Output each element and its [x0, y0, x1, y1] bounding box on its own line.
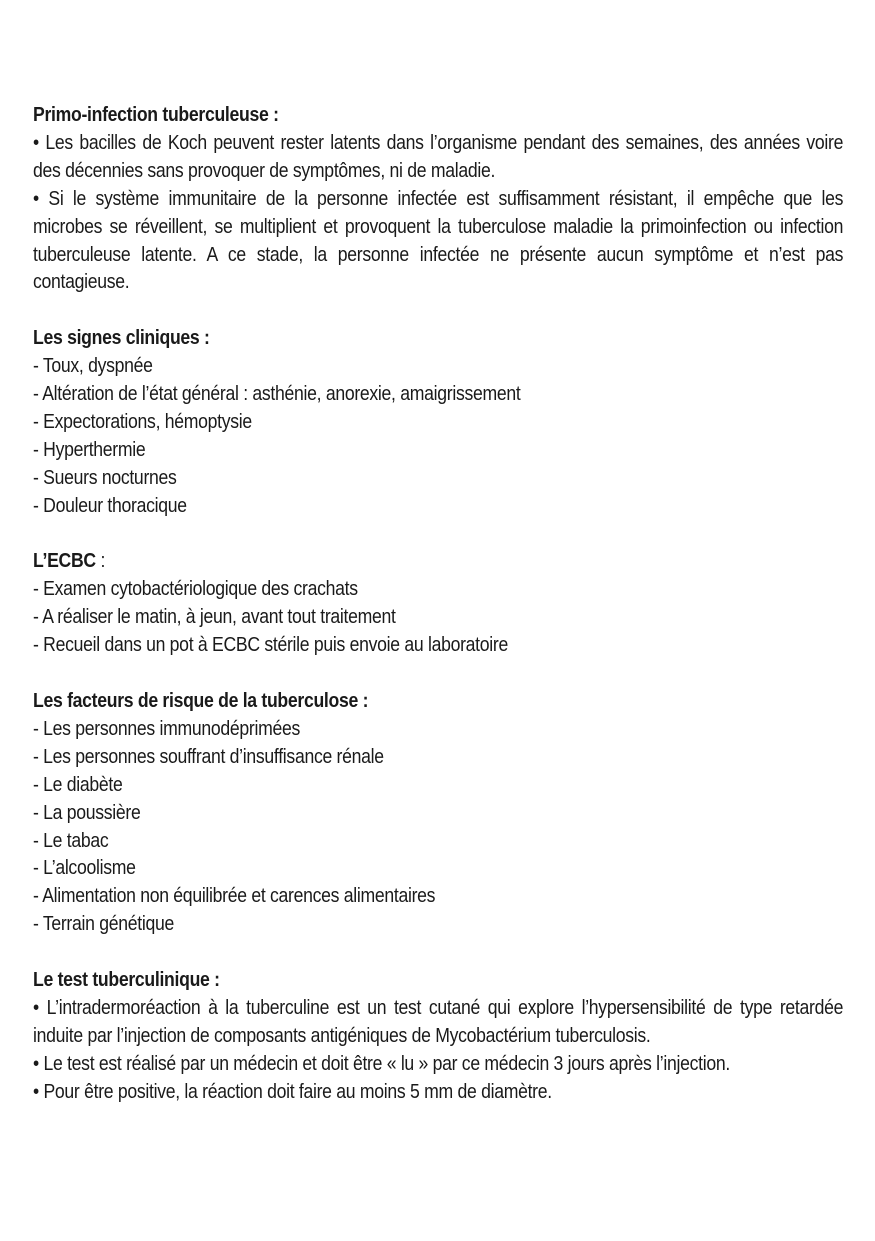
paragraph: • L’intradermoréaction à la tuberculine est un test cutané qui explore l’hypersensibilité de type retardée induite par l’injection de composants antigéniques de Mycobactérium tuberculosis. [33, 995, 844, 1047]
heading-test-tuberculinique: Le test tuberculinique : [33, 968, 220, 992]
list-item: - Toux, dyspnée [33, 354, 153, 378]
list-item: - A réaliser le matin, à jeun, avant tout traitement [33, 605, 396, 629]
list-item: - Expectorations, hémoptysie [33, 409, 252, 433]
section-test-tuberculinique [33, 966, 843, 1106]
paragraph: • Pour être positive, la réaction doit faire au moins 5 mm de diamètre. [33, 1079, 552, 1103]
list-item: - Le diabète [33, 772, 123, 796]
paragraph: • Les bacilles de Koch peuvent rester latents dans l’organisme pendant des semaines, des années voire des décennies sans provoquer de symptômes, ni de maladie. [33, 130, 844, 182]
section-facteurs-risque [33, 687, 843, 938]
list-item: - Sueurs nocturnes [33, 465, 177, 489]
list-item: - Hyperthermie [33, 437, 146, 461]
list-item: - L’alcoolisme [33, 856, 136, 880]
document-page [33, 101, 843, 1106]
heading-primo-infection: Primo-infection tuberculeuse : [33, 103, 279, 126]
heading-ecbc-colon: : [95, 549, 106, 573]
list-item: - Les personnes immunodéprimées [33, 716, 301, 740]
heading-ecbc [33, 547, 843, 575]
heading-signes-cliniques: Les signes cliniques : [33, 326, 210, 350]
section-signes-cliniques [33, 324, 843, 519]
list-item: - Terrain génétique [33, 912, 174, 936]
paragraph: • Si le système immunitaire de la personne infectée est suffisamment résistant, il empêche que les microbes se réveillent, se multiplient et provoquent la tuberculose maladie la primoinfection ou infection tuberculeuse latente. A ce stade, la personne infectée ne présente aucun symptôme et n’est pas contagieuse. [33, 186, 844, 294]
heading-facteurs-risque: Les facteurs de risque de la tuberculose : [33, 688, 369, 712]
paragraph: • Le test est réalisé par un médecin et doit être « lu » par ce médecin 3 jours après l’injection. [33, 1051, 730, 1075]
list-item: - Le tabac [33, 828, 109, 852]
list-item: - Douleur thoracique [33, 493, 187, 517]
section-ecbc [33, 547, 843, 659]
list-item: - Alimentation non équilibrée et carences alimentaires [33, 884, 436, 908]
list-item: - Les personnes souffrant d’insuffisance rénale [33, 744, 384, 768]
heading-ecbc-text: L’ECBC [33, 549, 96, 573]
list-item: - Examen cytobactériologique des crachats [33, 577, 358, 601]
list-item: - Altération de l’état général : asthénie, anorexie, amaigrissement [33, 382, 521, 406]
list-item: - La poussière [33, 800, 141, 824]
list-item: - Recueil dans un pot à ECBC stérile puis envoie au laboratoire [33, 633, 508, 657]
section-primo-infection [33, 101, 843, 296]
